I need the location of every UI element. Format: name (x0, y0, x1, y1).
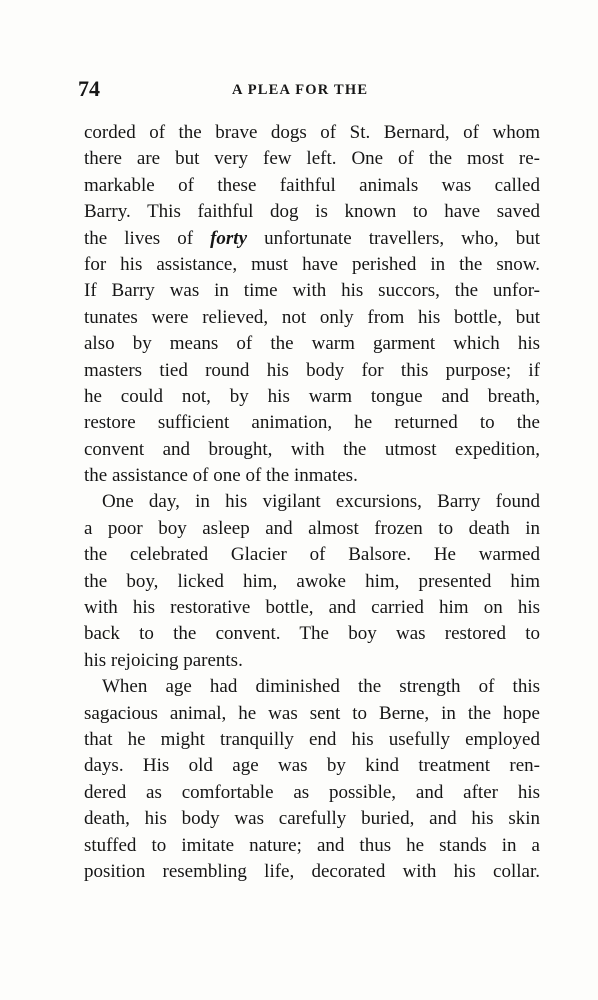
text-line: dered as comfortable as possible, and after his (84, 781, 540, 803)
text-line: stuffed to imitate nature; and thus he stands in a (84, 834, 540, 856)
text-line: also by means of the warm garment which his (84, 333, 540, 355)
body-text (84, 120, 540, 885)
text-line: his rejoicing parents. (84, 649, 243, 671)
text-line: the assistance of one of the inmates. (84, 465, 358, 487)
text-line: When age had diminished the strength of this (102, 676, 540, 698)
text-line: masters tied round his body for this purpose; if (84, 359, 540, 381)
text-line: If Barry was in time with his succors, the unfor- (84, 280, 540, 302)
text-line: convent and brought, with the utmost expedition, (84, 438, 540, 460)
page-number: 74 (78, 76, 100, 101)
text-line: days. His old age was by kind treatment ren- (84, 755, 540, 777)
text-line: there are but very few left. One of the most re- (84, 148, 540, 170)
text-line: the lives of forty unfortunate travellers, who, but (84, 227, 540, 249)
text-line: One day, in his vigilant excursions, Barry found (102, 491, 540, 513)
text-line: with his restorative bottle, and carried him on his (84, 597, 540, 619)
text-line: back to the convent. The boy was restored to (84, 623, 540, 645)
text-line: death, his body was carefully buried, and his skin (84, 808, 540, 830)
text-line: the boy, licked him, awoke him, presented him (84, 570, 540, 592)
text-line: tunates were relieved, not only from his bottle, but (84, 306, 540, 328)
running-head (78, 76, 538, 104)
emphasis: forty (210, 227, 248, 249)
text-line: markable of these faithful animals was called (84, 174, 540, 196)
text-line: a poor boy asleep and almost frozen to death in (84, 517, 540, 539)
running-title: A PLEA FOR THE (232, 82, 369, 98)
text-line: he could not, by his warm tongue and breath, (84, 385, 540, 407)
text-line: corded of the brave dogs of St. Bernard, of whom (84, 122, 540, 143)
text-line: restore sufficient animation, he returned to the (84, 412, 540, 434)
text-line: that he might tranquilly end his usefully employed (84, 728, 540, 750)
text-line: the celebrated Glacier of Balsore. He warmed (84, 544, 540, 566)
text-line: position resembling life, decorated with his collar. (84, 860, 540, 882)
text-line: for his assistance, must have perished in the snow. (84, 253, 540, 275)
text-line: sagacious animal, he was sent to Berne, in the hope (84, 702, 540, 724)
text-line: Barry. This faithful dog is known to have saved (84, 201, 540, 223)
